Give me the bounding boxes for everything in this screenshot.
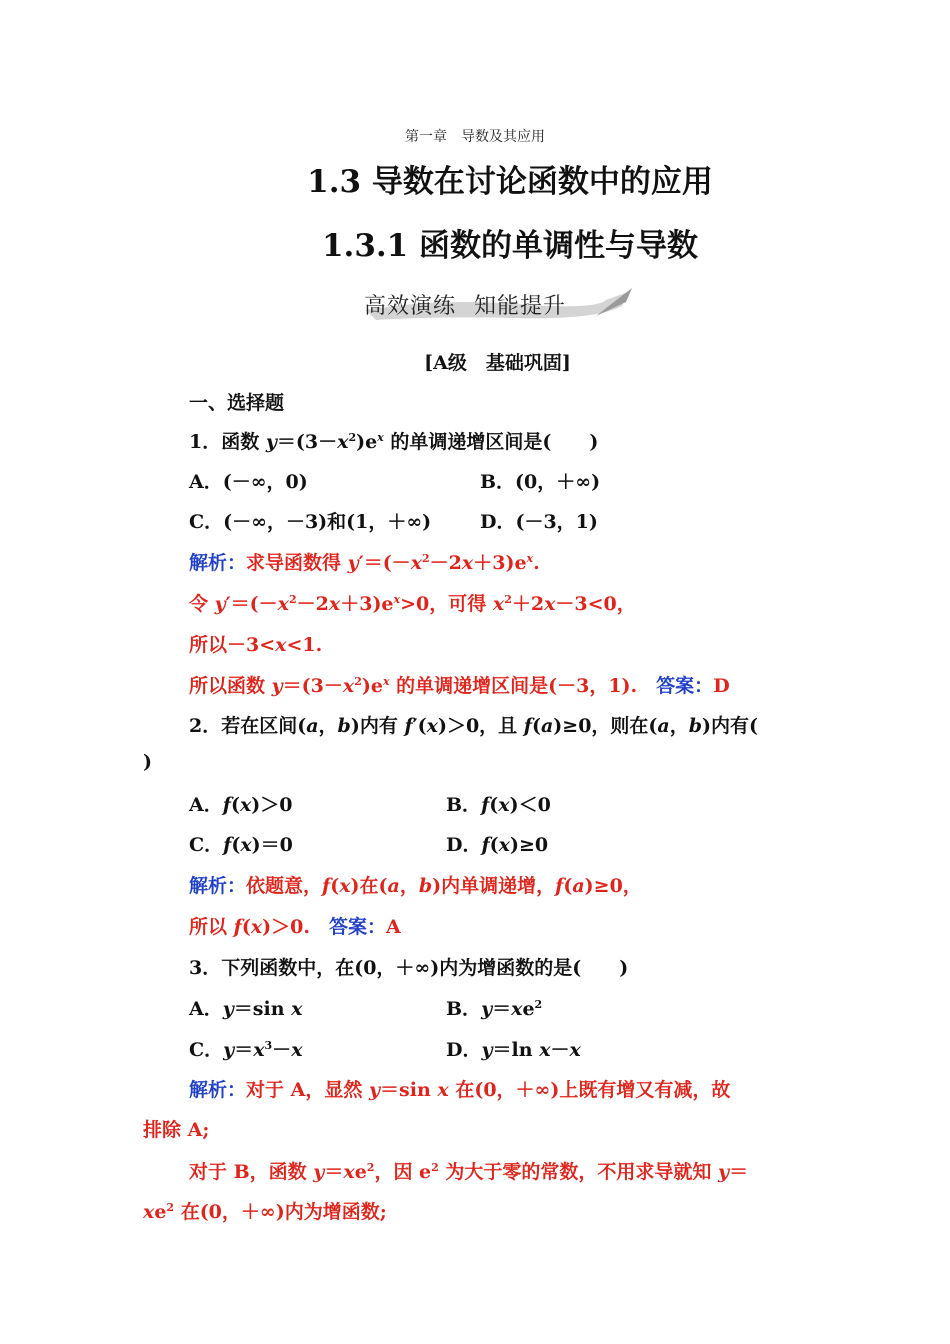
q3-option-c: C．$y=x^3-x$: [189, 1039, 303, 1061]
q3-option-d: D．y＝ln x－x: [446, 1039, 581, 1061]
q3-analysis-1: 解析：对于 A，显然 y＝sin x 在(0，＋∞)上既有增又有减，故: [189, 1079, 731, 1101]
question-2-stem: 2．若在区间(a，b)内有 f′(x)＞0，且 f(a)≥0，则在(a，b)内有(: [189, 715, 759, 737]
section-heading: 一、选择题: [189, 392, 285, 414]
q2-option-c: C．f(x)＝0: [189, 834, 293, 856]
q3-option-a: A．y＝sin x: [189, 998, 303, 1020]
q3-analysis-2: 排除 A;: [143, 1119, 210, 1141]
q2-analysis-2: 所以 f(x)＞0. 答案：A: [189, 916, 401, 938]
question-2-stem-close: ): [143, 751, 152, 773]
q1-analysis-1: 解析：求导函数得 $y'=(-x^2-2x+3)e^x$.: [189, 552, 540, 574]
q2-option-d: D．f(x)≥0: [446, 834, 549, 856]
q2-option-a: A．f(x)＞0: [189, 794, 293, 816]
q2-option-b: B．f(x)＜0: [446, 794, 551, 816]
banner-right-text: 知能提升: [474, 294, 567, 319]
q1-option-a: A．(－∞，0): [189, 471, 308, 493]
q3-option-b: B．$y=xe^2$: [446, 998, 543, 1020]
q1-analysis-4: 所以函数 $y=(3-x^2)e^x$ 的单调递增区间是(－3，1). 答案：D: [189, 675, 730, 697]
q3-analysis-4: $xe^2$ 在(0，＋∞)内为增函数;: [143, 1201, 387, 1223]
practice-banner: [356, 286, 636, 326]
question-3-stem: 3．下列函数中，在(0，＋∞)内为增函数的是( ): [189, 957, 629, 979]
question-1-stem: 1．函数 $y=(3-x^2)e^x$ 的单调递增区间是( ): [189, 431, 599, 453]
level-heading: [A级 基础巩固]: [424, 352, 571, 374]
q1-analysis-2: 令 $y'=(-x^2-2x+3)e^x>0$，可得 $x^2+2x-3<0$，: [189, 593, 636, 615]
q1-analysis-3: 所以－3<x<1.: [189, 634, 323, 656]
q1-option-c: C．(－∞，－3)和(1，＋∞): [189, 511, 432, 533]
q3-analysis-3: 对于 B，函数 $y=xe^2$，因 $e^2$ 为大于零的常数，不用求导就知 y＝: [189, 1161, 749, 1183]
page-header: 第一章 导数及其应用: [405, 129, 545, 145]
section-title: 1.3 导数在讨论函数中的应用: [307, 164, 713, 200]
q2-analysis-1: 解析：依题意，f(x)在(a，b)内单调递增，f(a)≥0，: [189, 875, 642, 897]
q1-option-d: D．(－3，1): [480, 511, 598, 533]
subsection-title: 1.3.1 函数的单调性与导数: [321, 228, 699, 264]
q1-option-b: B．(0，＋∞): [480, 471, 601, 493]
banner-left-text: 高效演练: [364, 294, 457, 319]
